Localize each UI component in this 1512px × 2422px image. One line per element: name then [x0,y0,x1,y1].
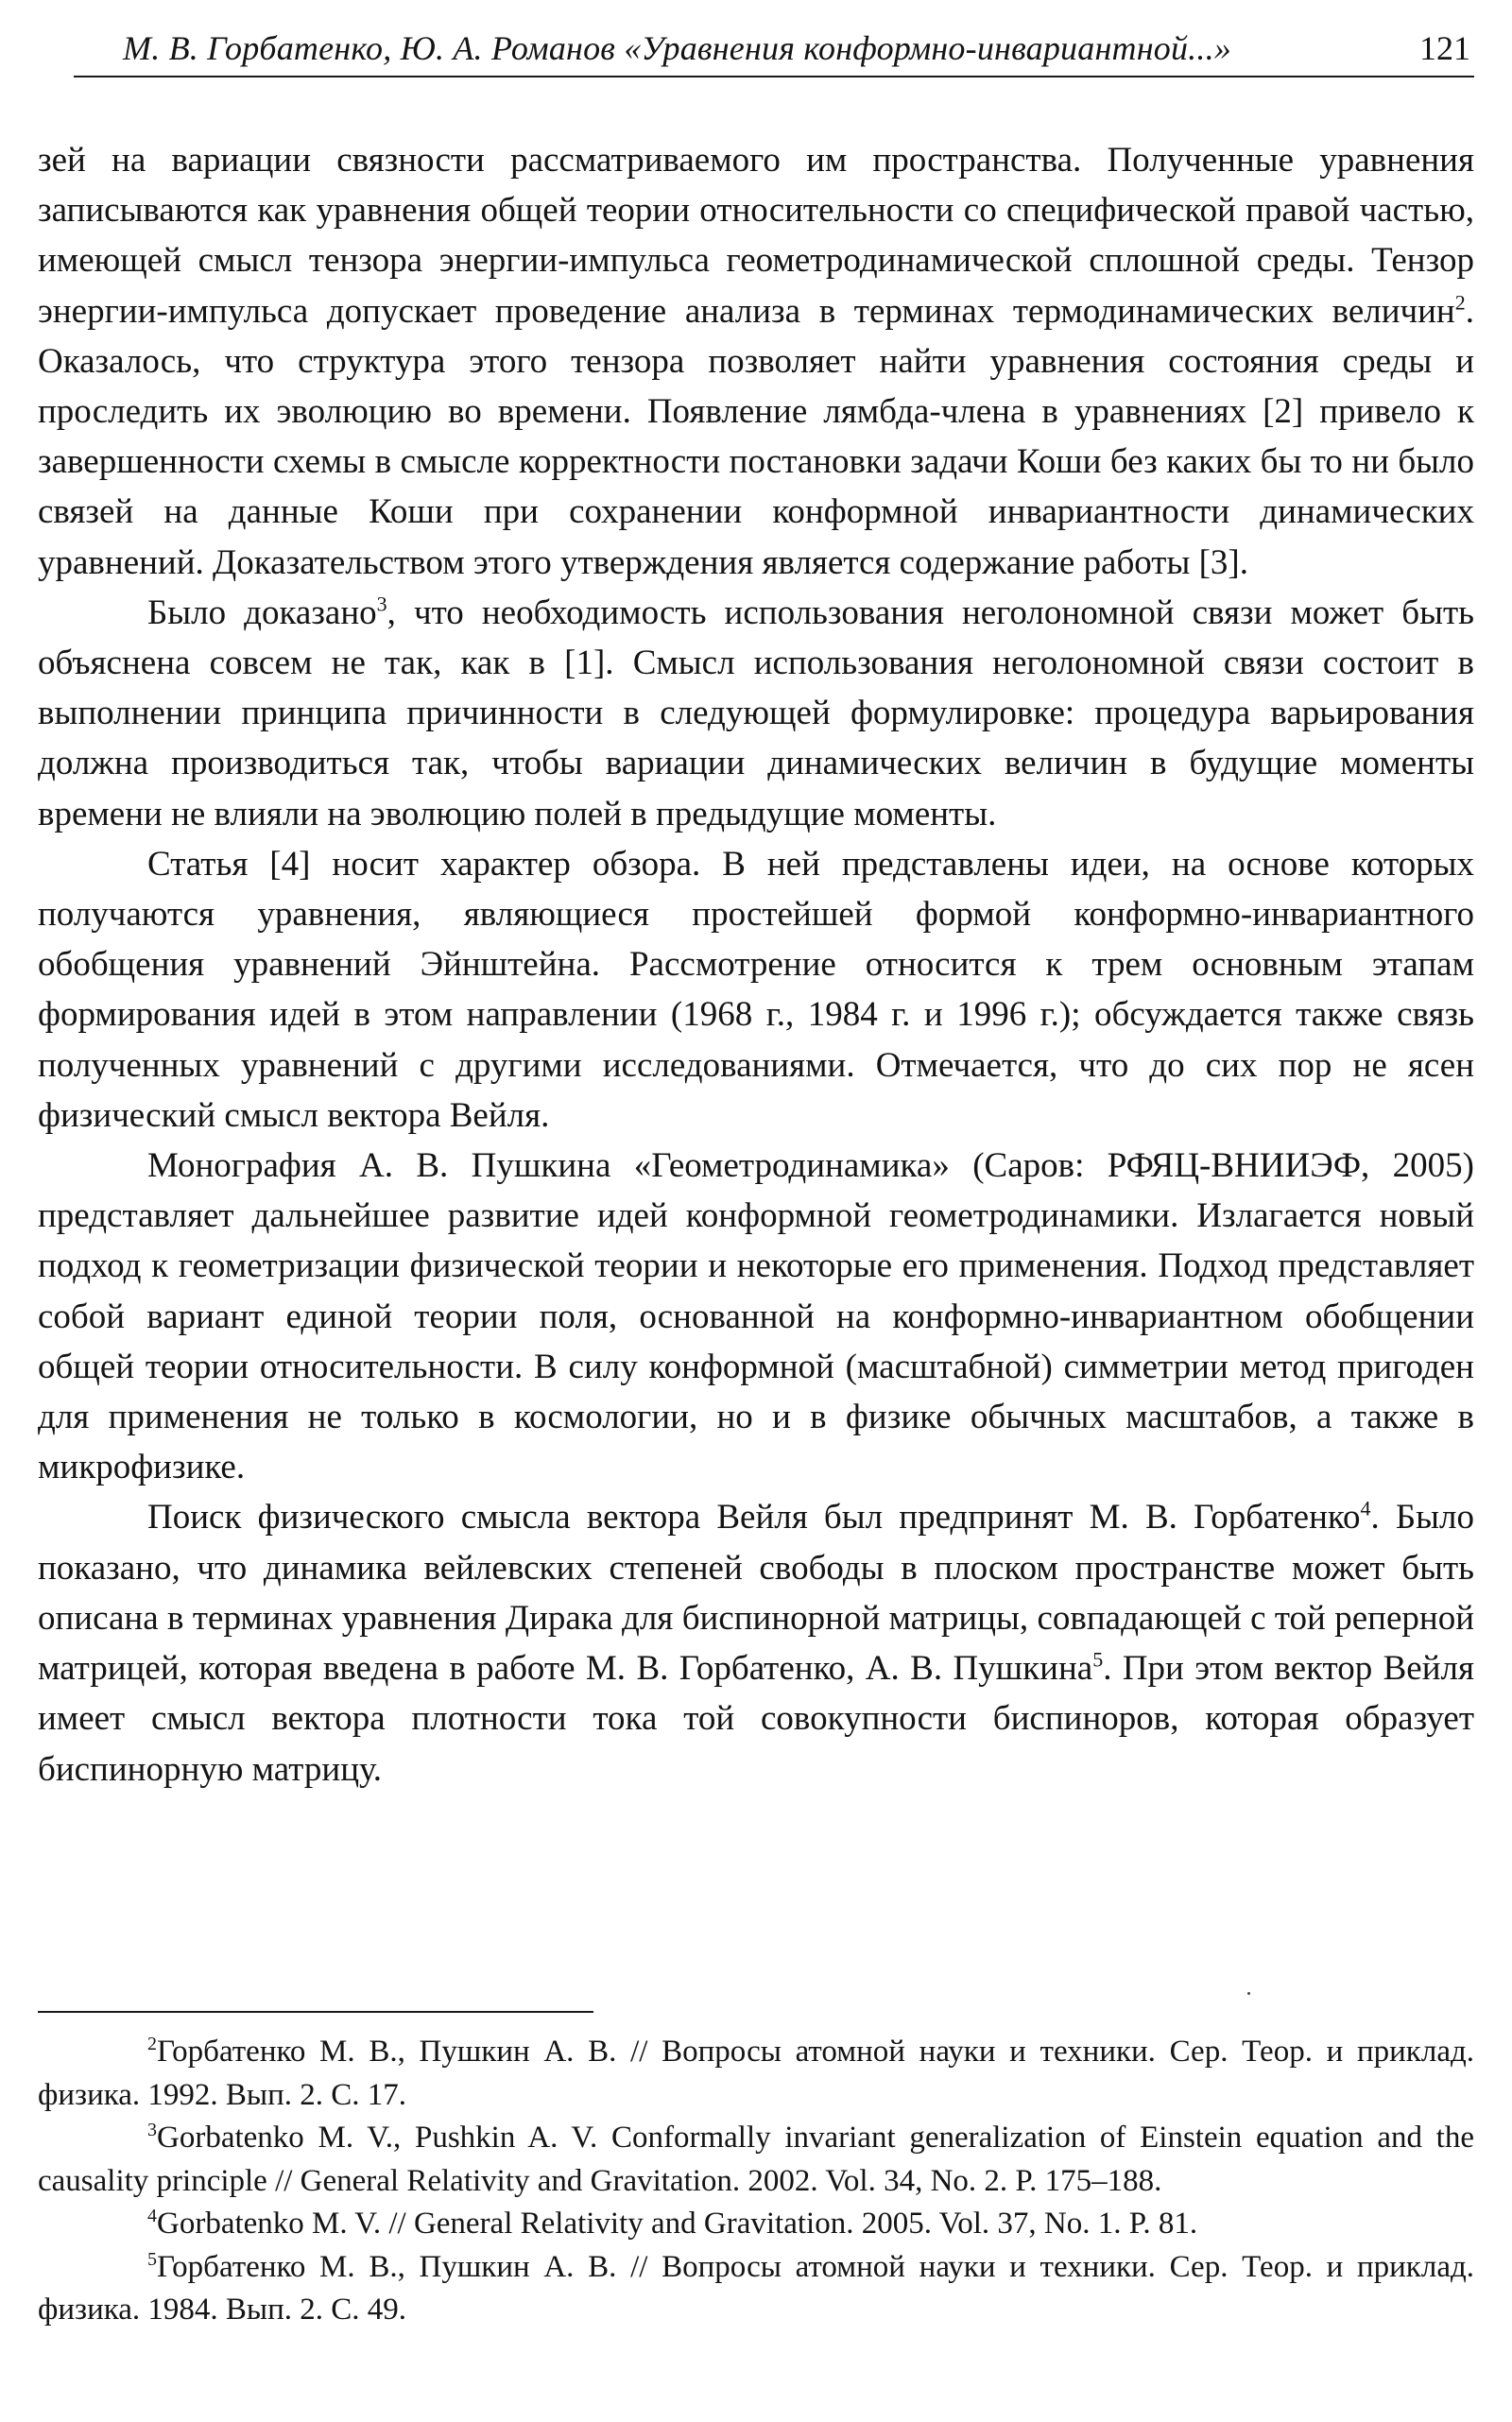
footnote-ref-2: 2 [1454,290,1466,315]
footnote-ref-3: 3 [376,592,387,616]
running-header [74,26,1474,77]
paragraph-1: зей на вариации связности рассматриваемого им пространства. Полученные уравнения записываются как уравнения общей теории относительности со специфической правой частью, имеющей смысл тензора энергии-импульса геометродинамической сплошной среды. Тензор энергии-импульса допускает проведение анализа в терминах термодинамических величин$^2$. Оказалось, что структура этого тензора позволяет найти уравнения состояния среды и проследить их эволюцию во времени. Появление лямбда-члена в уравнениях [2] привело к завершенности схемы в смысле корректности постановки задачи Коши без каких бы то ни было связей на данные Коши при сохранении конформной инвариантности динамических уравнений. Доказательством этого утверждения является содержание работы [3]. [38,141,1474,582]
running-title: М. В. Горбатенко, Ю. А. Романов «Уравнения конформно-инвариантной...» [123,29,1231,67]
page-number: 121 [1419,29,1470,67]
footnote-divider [38,2011,593,2013]
footnote-ref-4: 4 [1360,1497,1371,1521]
footnote-ref-5: 5 [1092,1647,1104,1672]
body-text [38,135,1474,1795]
paragraph-3: Статья [4] носит характер обзора. В ней представлены идеи, на основе которых получаются уравнения, являющиеся простейшей формой конформно-инвариантного обобщения уравнений Эйнштейна. Рассмотрение относится к трем основным этапам формирования идей в этом направлении (1968 г., 1984 г. и 1996 г.); обсуждается также связь полученных уравнений с другими исследованиями. Отмечается, что до сих пор не ясен физический смысл вектора Вейля. [38,844,1474,1135]
footnotes [38,2031,1474,2332]
footnote-3: $^3$Gorbatenko M. V., Pushkin A. V. Conformally invariant generalization of Einstein equation and the causality principle // General Relativity and Gravitation. 2002. Vol. 34, No. 2. P. 175–188. [38,2120,1474,2198]
paragraph-2: Было доказано$^3$, что необходимость использования неголономной связи может быть объяснена совсем не так, как в [1]. Смысл использования неголономной связи состоит в выполнении принципа причинности в следующей формулировке: процедура варьирования должна производиться так, чтобы вариации динамических величин в будущие моменты времени не влияли на эволюцию полей в предыдущие моменты. [38,592,1474,833]
paragraph-5: Поиск физического смысла вектора Вейля был предпринят М. В. Горбатенко$^4$. Было показано, что динамика вейлевских степеней свободы в плоском пространстве может быть описана в терминах уравнения Дирака для биспинорной матрицы, совпадающей с той реперной матрицей, которая введена в работе М. В. Горбатенко, А. В. Пушкина$^5$. При этом вектор Вейля имеет смысл вектора плотности тока той совокупности биспиноров, которая образует биспинорную матрицу. [38,1497,1474,1789]
footnote-2: $^2$Горбатенко М. В., Пушкин А. В. // Вопросы атомной науки и техники. Сер. Теор. и приклад. физика. 1992. Вып. 2. С. 17. [38,2034,1474,2112]
footnote-5: $^5$Горбатенко М. В., Пушкин А. В. // Вопросы атомной науки и техники. Сер. Теор. и приклад. физика. 1984. Вып. 2. С. 49. [38,2248,1474,2327]
footnote-4: $^4$Gorbatenko M. V. // General Relativity and Gravitation. 2005. Vol. 37, No. 1. P. 81. [147,2206,1198,2241]
scan-speck [1247,1992,1250,1995]
paragraph-4: Монография А. В. Пушкина «Геометродинамика» (Саров: РФЯЦ-ВНИИЭФ, 2005) представляет дальнейшее развитие идей конформной геометродинамики. Излагается новый подход к геометризации физической теории и некоторые его применения. Подход представляет собой вариант единой теории поля, основанной на конформно-инвариантном обобщении общей теории относительности. В силу конформной (масштабной) симметрии метод пригоден для применения не только в космологии, но и в физике обычных масштабов, а также в микрофизике. [38,1146,1474,1487]
